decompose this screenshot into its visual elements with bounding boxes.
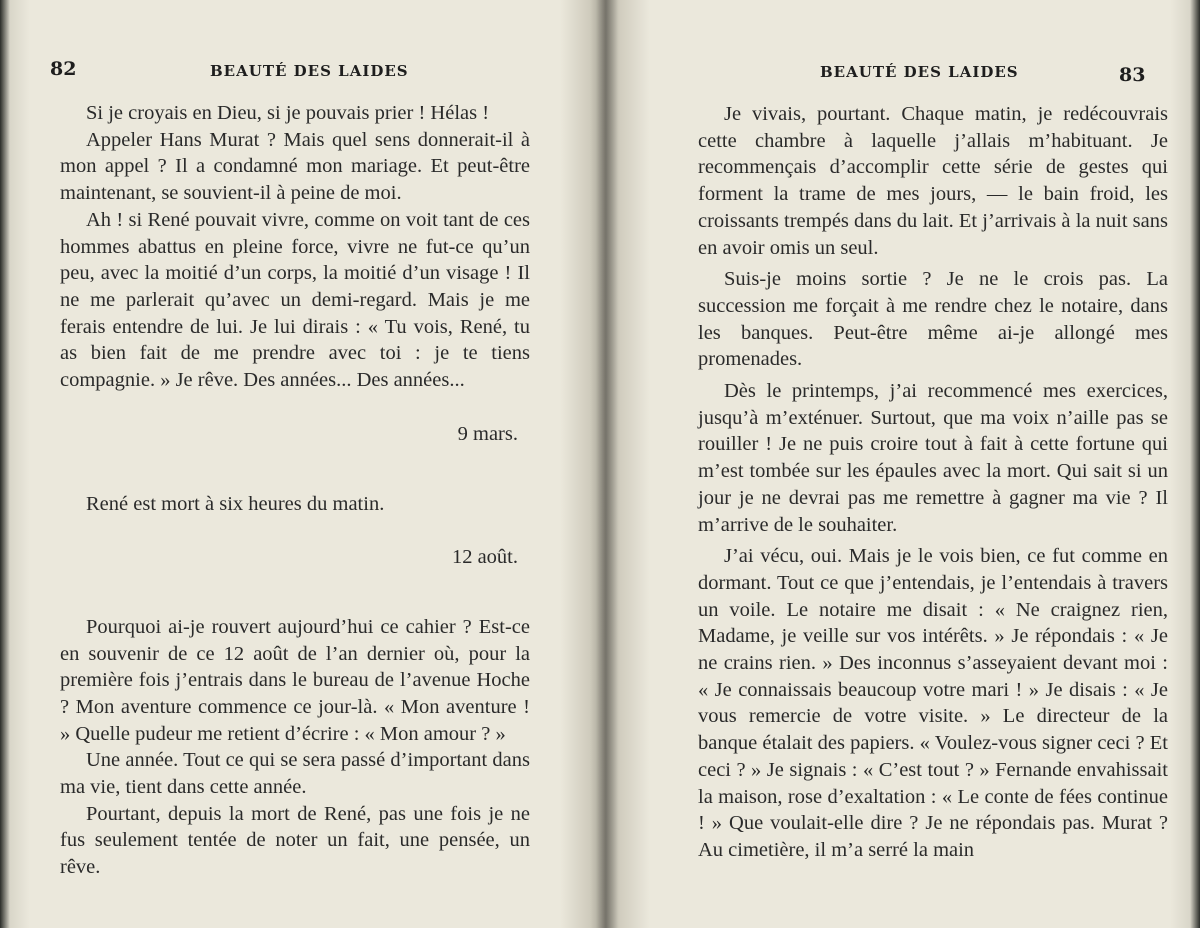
paragraph: Appeler Hans Murat ? Mais quel sens donnerait-il à mon appel ? Il a condamné mon mariage. Et peut-être maintenant, se souvient-il à peine de moi. [60, 128, 530, 205]
paragraph: Une année. Tout ce qui se sera passé d’important dans ma vie, tient dans cette année. [60, 749, 530, 799]
paragraph: Ah ! si René pouvait vivre, comme on voit tant de ces hommes abattus en pleine force, vivre ne fut-ce qu’un peu, avec la moitié d’un corps, la moitié d’un visage ! Il ne me parlerait qu’avec un demi-regard. Mais je me ferais entendre de lui. Je lui dirais : « Tu vois, René, tu as bien fait de me prendre avec toi : je te tiens compagnie. » Je rêve. Des années... Des années... [60, 208, 530, 392]
page-text [60, 100, 530, 881]
paragraph: Dès le printemps, j’ai recommencé mes exercices, jusqu’à m’exténuer. Surtout, que ma voix n’aille pas se rouiller ! Je ne puis croire tout à fait à cette fortune qui m’est tombée sur les épaules avec la mort. Qui sait si un jour je ne devrai pas me remettre à gagner ma vie ? Il m’arrive de le souhaiter. [698, 380, 1168, 536]
paragraph: Si je croyais en Dieu, si je pouvais prier ! Hélas ! [86, 102, 490, 124]
page-number: 82 [50, 58, 77, 80]
paragraph: Je vivais, pourtant. Chaque matin, je redécouvrais cette chambre à laquelle j’allais m’habituant. Je recommençais d’accomplir cette série de gestes qui forment la trame de mes jours, — le bain froid, les croissants trempés dans du lait. Et j’arrivais à la nuit sans en avoir omis un seul. [698, 103, 1168, 259]
paragraph: J’ai vécu, oui. Mais je le vois bien, ce fut comme en dormant. Tout ce que j’entendais, je l’entendais à travers un voile. Le notaire me disait : « Ne craignez rien, Madame, je veille sur vos intérêts. » Je répondais : « Je ne crains rien. » Des inconnus s’asseyaient devant moi : « Je connaissais beaucoup votre mari ! » Je disais : « Je vous remercie de votre visite. » Le directeur de la banque étalait des papiers. « Voulez-vous signer ceci ? Et ceci ? » Je signais : « C’est tout ? » Fernande envahissait la maison, rose d’exaltation : « Le conte de fées continue ! » Que voulait-elle dire ? Je ne répondais pas. Murat ? Au cimetière, il m’a serré la main [698, 545, 1168, 861]
diary-date: 9 mars. [457, 422, 518, 445]
diary-date: 12 août. [451, 546, 518, 569]
page-text [698, 101, 1168, 864]
paragraph: René est mort à six heures du matin. [86, 493, 385, 516]
right-page [612, 0, 1200, 928]
running-head: BEAUTÉ DES LAIDES [820, 63, 1019, 81]
paragraph: Suis-je moins sortie ? Je ne le crois pas. La succession me forçait à me rendre chez le notaire, dans les banques. Peut-être même ai-je allongé mes promenades. [698, 268, 1168, 371]
paragraph: Pourtant, depuis la mort de René, pas une fois je ne fus seulement tentée de noter un fait, une pensée, un rêve. [60, 802, 530, 879]
page-number: 83 [1119, 64, 1146, 86]
running-head: BEAUTÉ DES LAIDES [210, 62, 409, 80]
paragraph: Pourquoi ai-je rouvert aujourd’hui ce cahier ? Est-ce en souvenir de ce 12 août de l’an dernier où, pour la première fois j’entrais dans le bureau de l’avenue Hoche ? Mon aventure commence ce jour-là. « Mon aventure ! » Quelle pudeur me retient d’écrire : « Mon amour ? » [60, 615, 530, 745]
